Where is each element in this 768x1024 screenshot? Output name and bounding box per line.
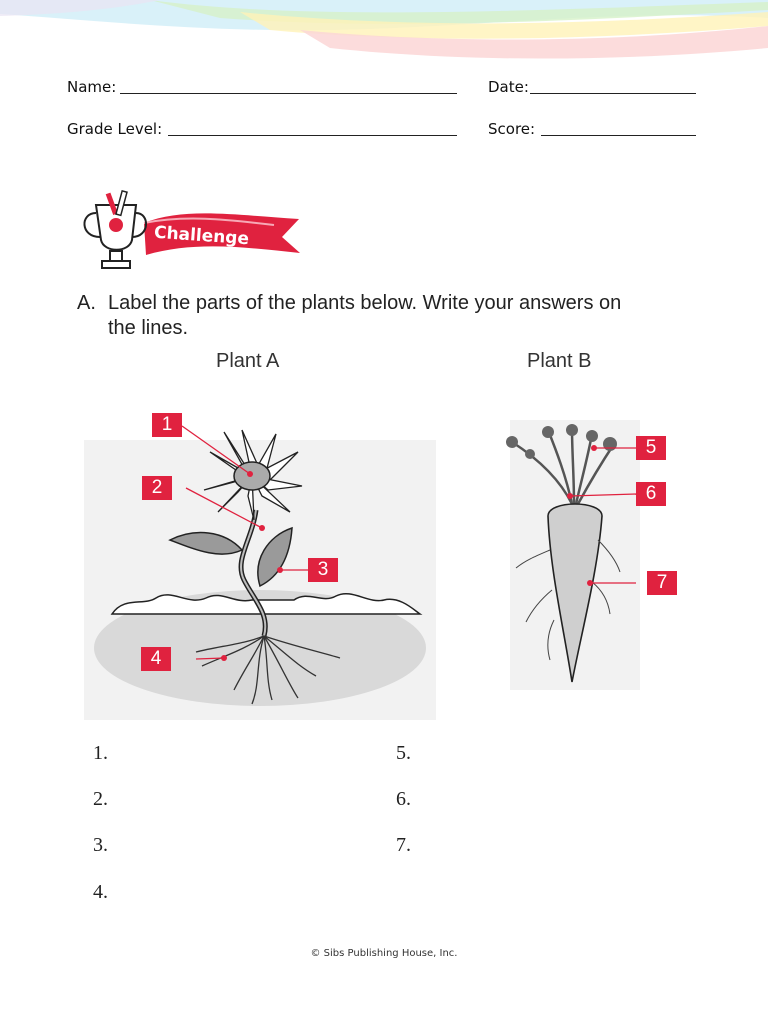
label-tag-4: 4 xyxy=(141,647,171,671)
label-tag-5: 5 xyxy=(636,436,666,460)
challenge-banner-text: Challenge xyxy=(153,222,250,250)
date-label: Date: xyxy=(488,78,529,96)
plant-a-title: Plant A xyxy=(216,350,280,372)
answer-number-2: 2. xyxy=(93,788,108,810)
label-tag-1: 1 xyxy=(152,413,182,437)
label-tag-6: 6 xyxy=(636,482,666,506)
copyright-footer: © Sibs Publishing House, Inc. xyxy=(310,948,458,959)
plant-b-illustration xyxy=(490,420,690,690)
answer-number-6: 6. xyxy=(396,788,411,810)
label-tag-3: 3 xyxy=(308,558,338,582)
plant-b-title: Plant B xyxy=(527,350,592,372)
question-letter: A. xyxy=(77,292,96,314)
answer-number-7: 7. xyxy=(396,834,411,856)
score-label: Score: xyxy=(488,120,536,138)
grade-level-label: Grade Level: xyxy=(67,120,163,138)
date-field[interactable] xyxy=(530,93,696,94)
name-field[interactable] xyxy=(120,93,457,94)
challenge-banner xyxy=(74,185,304,275)
answer-number-4: 4. xyxy=(93,881,108,903)
name-label: Name: xyxy=(67,78,117,96)
answer-number-1: 1. xyxy=(93,742,108,764)
score-field[interactable] xyxy=(541,135,696,136)
label-tag-2: 2 xyxy=(142,476,172,500)
answer-number-5: 5. xyxy=(396,742,411,764)
question-text-line1: Label the parts of the plants below. Write your answers on xyxy=(108,292,622,314)
answer-number-3: 3. xyxy=(93,834,108,856)
question-text-line2: the lines. xyxy=(108,317,189,339)
plant-a-illustration xyxy=(84,400,436,720)
grade-level-field[interactable] xyxy=(168,135,457,136)
rainbow-header-graphic xyxy=(0,0,768,70)
label-tag-7: 7 xyxy=(647,571,677,595)
